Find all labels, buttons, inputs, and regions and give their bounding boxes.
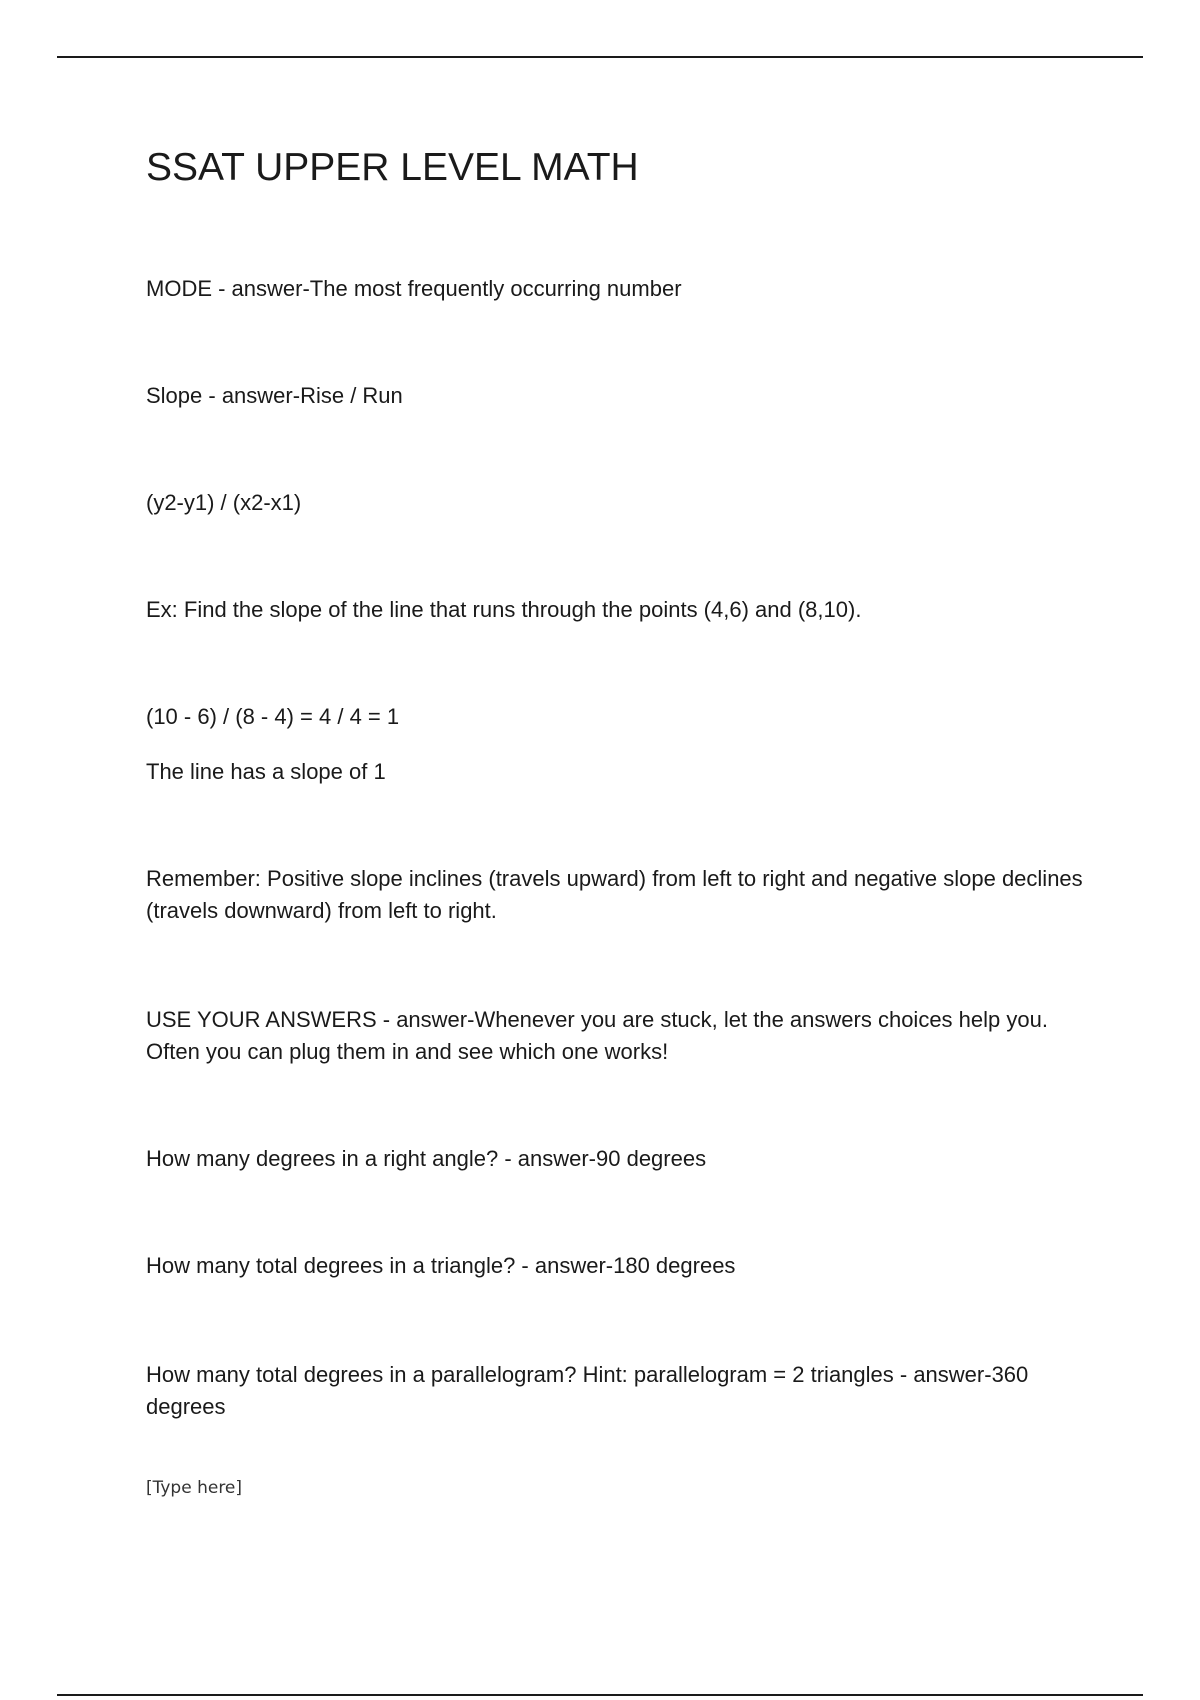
text-line-slope-reminder: Remember: Positive slope inclines (travels upward) from left to right and negative slope declines (travels downward) from left to right. [146, 866, 1083, 923]
text-line-triangle-degrees: How many total degrees in a triangle? - answer-180 degrees [146, 1253, 736, 1278]
text-line-slope-calculation: (10 - 6) / (8 - 4) = 4 / 4 = 1 [146, 704, 400, 729]
text-line-slope-example: Ex: Find the slope of the line that runs through the points (4,6) and (8,10). [146, 597, 862, 622]
text-line-slope-formula: (y2-y1) / (x2-x1) [146, 490, 302, 515]
text-line-right-angle: How many degrees in a right angle? - answer-90 degrees [146, 1146, 707, 1171]
text-line-parallelogram-degrees: How many total degrees in a parallelogram? Hint: parallelogram = 2 triangles - answer-360 degrees [146, 1362, 1029, 1419]
text-line-mode: MODE - answer-The most frequently occurring number [146, 276, 682, 301]
footer-placeholder: [Type here] [146, 1478, 243, 1498]
header-rule [57, 56, 1143, 58]
text-line-slope: Slope - answer-Rise / Run [146, 383, 403, 408]
text-line-use-answers: USE YOUR ANSWERS - answer-Whenever you are stuck, let the answers choices help you. Often you can plug them in and see which one works! [146, 1007, 1048, 1064]
text-line-slope-result: The line has a slope of 1 [146, 759, 386, 784]
footer-rule [57, 1694, 1143, 1696]
page-title: SSAT UPPER LEVEL MATH [146, 146, 639, 189]
